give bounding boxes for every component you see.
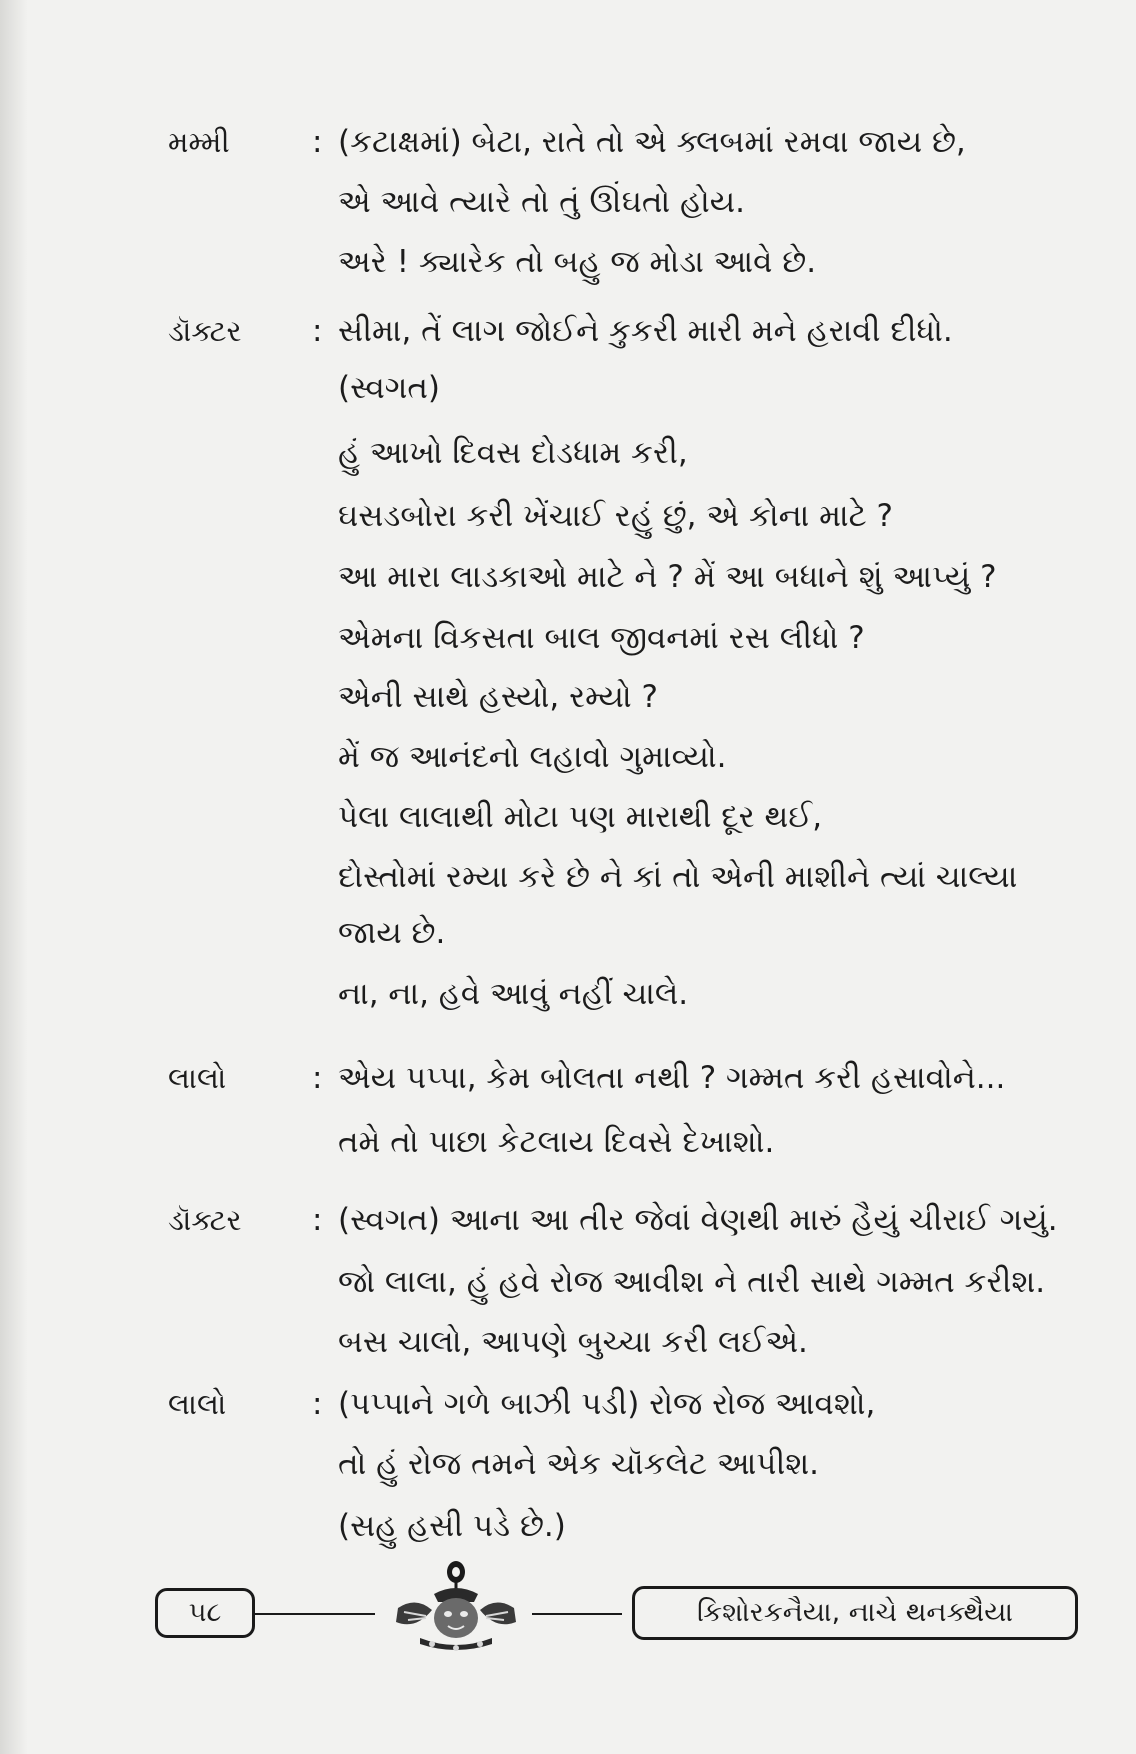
dialogue-line: (સહુ હસી પડે છે.) — [338, 1508, 566, 1544]
krishna-ornament-icon — [368, 1560, 538, 1652]
dialogue-line: સીમા, તેં લાગ જોઈને કુકરી મારી મને હરાવી દીધો. — [338, 313, 953, 349]
dialogue-line: દોસ્તોમાં રમ્યા કરે છે ને કાં તો એની માશીને ત્યાં ચાલ્યા — [338, 859, 1018, 895]
dialogue-line: (કટાક્ષમાં) બેટા, રાતે તો એ ક્લબમાં રમવા જાય છે, — [338, 124, 966, 160]
dialogue-line: જાય છે. — [338, 915, 446, 951]
dialogue-line: અરે ! ક્યારેક તો બહુ જ મોડા આવે છે. — [338, 244, 817, 280]
book-series-title: કિશોરકનૈયા, નાચે થનક્થૈયા — [632, 1586, 1078, 1640]
speaker-name: લાલો — [168, 1387, 227, 1421]
dialogue-line: આ મારા લાડકાઓ માટે ને ? મેં આ બધાને શું આપ્યું ? — [338, 559, 997, 595]
dialogue-line: એય પપ્પા, કેમ બોલતા નથી ? ગમ્મત કરી હસાવોને... — [338, 1060, 1006, 1096]
dialogue-line: તો હું રોજ તમને એક ચૉકલેટ આપીશ. — [338, 1446, 820, 1482]
page-number: ૫૮ — [155, 1588, 255, 1638]
dialogue-line: પેલા લાલાથી મોટા પણ મારાથી દૂર થઈ, — [338, 799, 823, 835]
speaker-name: મમ્મી — [168, 125, 230, 159]
dialogue-line: (સ્વગત) — [338, 370, 441, 406]
dialogue-line: તમે તો પાછા કેટલાય દિવસે દેખાશો. — [338, 1124, 775, 1160]
footer-rule — [255, 1613, 375, 1615]
speaker-name: ડૉક્ટર — [168, 314, 242, 348]
speaker-colon: : — [312, 313, 323, 349]
speaker-colon: : — [312, 124, 323, 160]
speaker-colon: : — [312, 1386, 323, 1422]
dialogue-line: (સ્વગત) આના આ તીર જેવાં વેણથી મારું હૈયું ચીરાઈ ગયું. — [338, 1202, 1058, 1238]
speaker-colon: : — [312, 1060, 323, 1096]
dialogue-line: એ આવે ત્યારે તો તું ઊંઘતો હોય. — [338, 184, 746, 220]
speaker-colon: : — [312, 1202, 323, 1238]
dialogue-line: જો લાલા, હું હવે રોજ આવીશ ને તારી સાથે ગમ્મત કરીશ. — [338, 1264, 1046, 1300]
dialogue-line: ઘસડબોરા કરી ખેંચાઈ રહું છું, એ કોના માટે ? — [338, 498, 893, 534]
dialogue-line: એની સાથે હસ્યો, રમ્યો ? — [338, 679, 658, 715]
dialogue-line: એમના વિકસતા બાલ જીવનમાં રસ લીધો ? — [338, 620, 865, 656]
page-footer — [150, 1582, 1100, 1652]
speaker-name: લાલો — [168, 1061, 227, 1095]
dialogue-line: ના, ના, હવે આવું નહીં ચાલે. — [338, 976, 689, 1012]
footer-rule — [532, 1613, 622, 1615]
page-edge-shadow — [0, 0, 28, 1754]
dialogue-line: (પપ્પાને ગળે બાઝી પડી) રોજ રોજ આવશો, — [338, 1386, 876, 1422]
dialogue-line: મેં જ આનંદનો લહાવો ગુમાવ્યો. — [338, 739, 727, 775]
dialogue-line: બસ ચાલો, આપણે બુચ્ચા કરી લઈએ. — [338, 1324, 808, 1360]
speaker-name: ડૉક્ટર — [168, 1203, 242, 1237]
dialogue-line: હું આખો દિવસ દોડધામ કરી, — [338, 435, 688, 471]
